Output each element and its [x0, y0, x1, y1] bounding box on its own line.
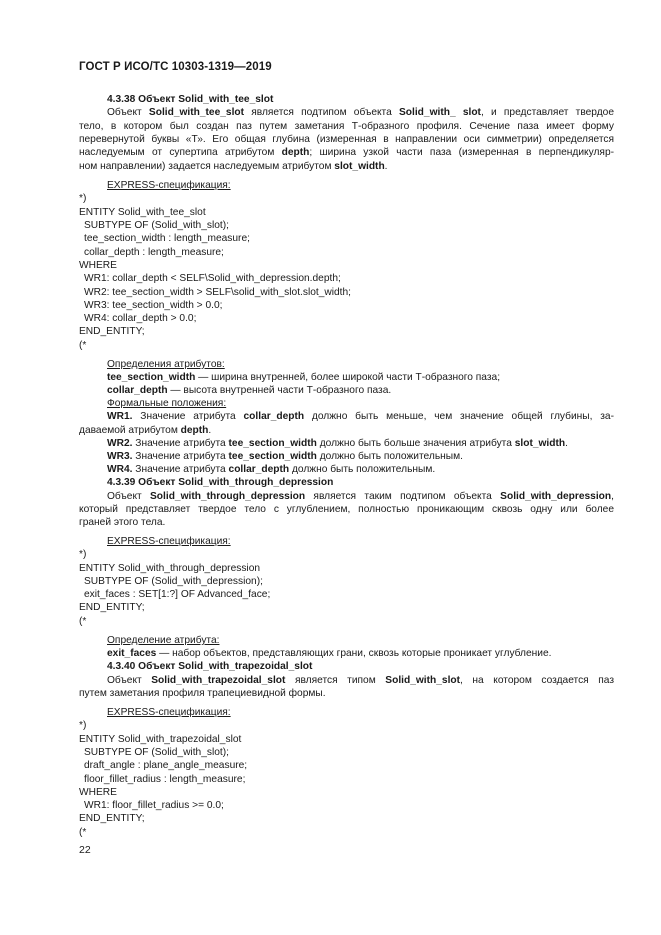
code-line: floor_fillet_radius : length_measure;	[84, 774, 246, 785]
s439-express-label: EXPRESS-спецификация:	[107, 536, 231, 547]
s439-paragraph-line-3: граней этого тела.	[79, 517, 166, 528]
code-line: WR4: collar_depth > 0.0;	[84, 313, 197, 324]
document-header: ГОСТ Р ИСО/ТС 10303-1319—2019	[79, 61, 272, 73]
s438-paragraph-line-2: тело, в котором был создан паз путем заметания Т-образного профиля. Сечение паза имеет форму	[79, 121, 614, 132]
code-line: collar_depth : length_measure;	[84, 247, 224, 258]
s440-paragraph-line-1: Объект Solid_with_trapezoidal_slot является типом Solid_with_slot, на котором создается паз	[107, 675, 614, 686]
code-line: ENTITY Solid_with_through_depression	[79, 563, 261, 574]
code-line: tee_section_width : length_measure;	[84, 233, 250, 244]
code-line: WR2: tee_section_width > SELF\solid_with_slot.slot_width;	[84, 287, 351, 298]
code-line: exit_faces : SET[1:?] OF Advanced_face;	[84, 589, 271, 600]
s438-paragraph-line-3: перевернутой буквы «Т». Его общая глубина (измеренная в направлении оси симметрии) определяется	[79, 134, 614, 145]
rule-wr2: WR2. Значение атрибута tee_section_width должно быть больше значения атрибута slot_width.	[107, 438, 568, 449]
s438-paragraph-line-5: ном направлении) задается наследуемым атрибутом slot_width.	[79, 161, 388, 172]
code-line: END_ENTITY;	[79, 602, 145, 613]
code-line: SUBTYPE OF (Solid_with_depression);	[84, 576, 263, 587]
code-line: *)	[79, 193, 87, 204]
s439-attr-def-label: Определение атрибута:	[107, 635, 220, 646]
code-line: END_ENTITY;	[79, 813, 145, 824]
attr-def-tee-section-width: tee_section_width — ширина внутренней, более широкой части Т-образного паза;	[107, 372, 501, 383]
s438-formal-label: Формальные положения:	[107, 398, 227, 409]
s438-express-label: EXPRESS-спецификация:	[107, 180, 231, 191]
code-line: ENTITY Solid_with_trapezoidal_slot	[79, 734, 242, 745]
code-line: SUBTYPE OF (Solid_with_slot);	[84, 220, 229, 231]
attr-def-collar-depth: collar_depth — высота внутренней части Т-образного паза.	[107, 385, 392, 396]
code-line: (*	[79, 616, 87, 627]
code-line: WR1: collar_depth < SELF\Solid_with_depression.depth;	[84, 273, 341, 284]
s440-paragraph-line-2: путем заметания профиля трапециевидной формы.	[79, 688, 326, 699]
s438-attr-defs-label: Определения атрибутов:	[107, 359, 225, 370]
code-line: SUBTYPE OF (Solid_with_slot);	[84, 747, 229, 758]
code-line: *)	[79, 549, 87, 560]
code-line: ENTITY Solid_with_tee_slot	[79, 207, 206, 218]
code-line: END_ENTITY;	[79, 326, 145, 337]
code-line: (*	[79, 827, 87, 838]
rule-wr1-line-2: даваемой атрибутом depth.	[79, 425, 212, 436]
code-line: *)	[79, 720, 87, 731]
s440-express-label: EXPRESS-спецификация:	[107, 707, 231, 718]
code-line: (*	[79, 340, 87, 351]
rule-wr1-line-1: WR1. Значение атрибута collar_depth должно быть меньше, чем значение общей глубины, за-	[107, 411, 614, 422]
section-4-3-38-heading: 4.3.38 Объект Solid_with_tee_slot	[107, 94, 274, 105]
page-number: 22	[79, 844, 91, 856]
section-4-3-40-heading: 4.3.40 Объект Solid_with_trapezoidal_slot	[107, 661, 313, 672]
code-line: WR3: tee_section_width > 0.0;	[84, 300, 223, 311]
attr-def-exit-faces: exit_faces — набор объектов, представляющих грани, сквозь которые проникает углубление.	[107, 648, 552, 659]
code-line: WHERE	[79, 787, 117, 798]
s438-paragraph-line-1: Объект Solid_with_tee_slot является подтипом объекта Solid_with_ slot, и представляет твердое	[107, 107, 614, 118]
s439-paragraph-line-2: который представляет твердое тело с углублением, полностью проникающим сквозь одну или более	[79, 504, 614, 515]
code-line: WR1: floor_fillet_radius >= 0.0;	[84, 800, 224, 811]
rule-wr4: WR4. Значение атрибута collar_depth должно быть положительным.	[107, 464, 436, 475]
rule-wr3: WR3. Значение атрибута tee_section_width должно быть положительным.	[107, 451, 463, 462]
code-line: WHERE	[79, 260, 117, 271]
code-line: draft_angle : plane_angle_measure;	[84, 760, 248, 771]
section-4-3-39-heading: 4.3.39 Объект Solid_with_through_depression	[107, 477, 334, 488]
s439-paragraph-line-1: Объект Solid_with_through_depression является таким подтипом объекта Solid_with_depression,	[107, 491, 614, 502]
s438-paragraph-line-4: наследуемым от супертипа атрибутом depth; ширина узкой части паза (измеренная в перпендикуляр-	[79, 147, 614, 158]
